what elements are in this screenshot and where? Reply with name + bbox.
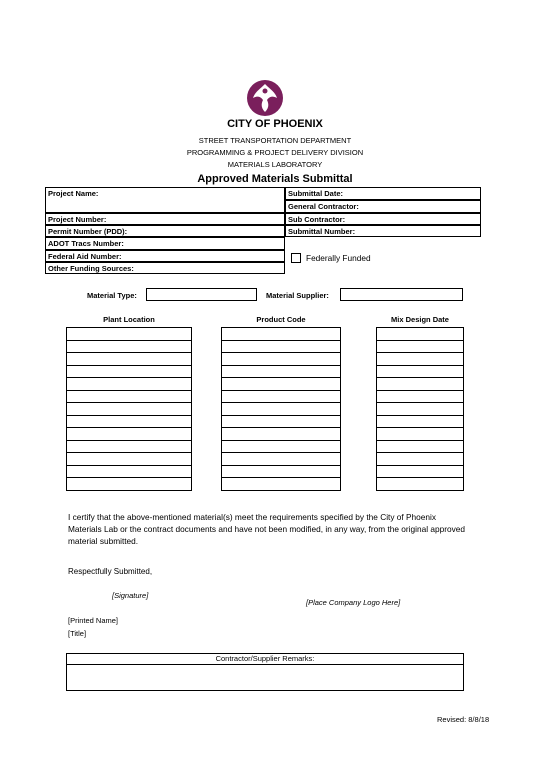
mix-design-date-column[interactable] [376,327,464,491]
phoenix-bird-logo-icon [245,78,285,118]
plant-location-column[interactable] [66,327,192,491]
project-number-field[interactable]: Project Number: [45,213,285,225]
project-name-field[interactable]: Project Name: [45,187,285,213]
adot-tracs-field[interactable]: ADOT Tracs Number: [45,237,285,250]
remarks-input[interactable] [66,664,464,691]
adot-tracs-input[interactable] [146,238,284,249]
submittal-date-field[interactable]: Submittal Date: [285,187,481,200]
other-funding-field[interactable]: Other Funding Sources: [45,262,285,274]
title-placeholder[interactable]: [Title] [68,629,87,638]
sub-contractor-field[interactable]: Sub Contractor: [285,213,481,225]
form-title: Approved Materials Submittal [197,173,353,185]
federally-funded-checkbox[interactable] [291,253,301,263]
material-supplier-input[interactable] [340,288,463,301]
company-logo-placeholder[interactable]: [Place Company Logo Here] [306,598,401,607]
respectfully-submitted: Respectfully Submitted, [68,567,153,576]
federally-funded-label: Federally Funded [306,253,371,263]
column-header-product-code: Product Code [256,315,306,324]
product-code-column[interactable] [221,327,341,491]
printed-name-placeholder[interactable]: [Printed Name] [68,616,119,625]
general-contractor-field[interactable]: General Contractor: [285,200,481,213]
material-type-label: Material Type: [87,291,137,300]
submittal-number-field[interactable]: Submittal Number: [285,225,481,237]
column-header-plant-location: Plant Location [103,315,155,324]
material-type-input[interactable] [146,288,257,301]
department-name: STREET TRANSPORTATION DEPARTMENT [198,136,352,145]
material-supplier-label: Material Supplier: [266,291,329,300]
division-name: PROGRAMMING & PROJECT DELIVERY DIVISION [186,148,364,157]
column-header-mix-design-date: Mix Design Date [391,315,449,324]
revised-date: Revised: 8/8/18 [437,715,490,724]
remarks-header: Contractor/Supplier Remarks: [66,653,464,665]
federal-aid-input[interactable] [146,251,284,261]
certification-text: I certify that the above-mentioned material(s) meet the requirements specified by the City of Phoenix Materials Lab or the contract documents and have not been modified, in any way, from the original approved material submitted. [68,512,465,546]
lab-name: MATERIALS LABORATORY [227,160,323,169]
city-name: CITY OF PHOENIX [227,118,323,130]
permit-number-field[interactable]: Permit Number (PDD): [45,225,285,237]
federal-aid-field[interactable]: Federal Aid Number: [45,250,285,262]
signature-placeholder[interactable]: [Signature] [112,591,149,600]
